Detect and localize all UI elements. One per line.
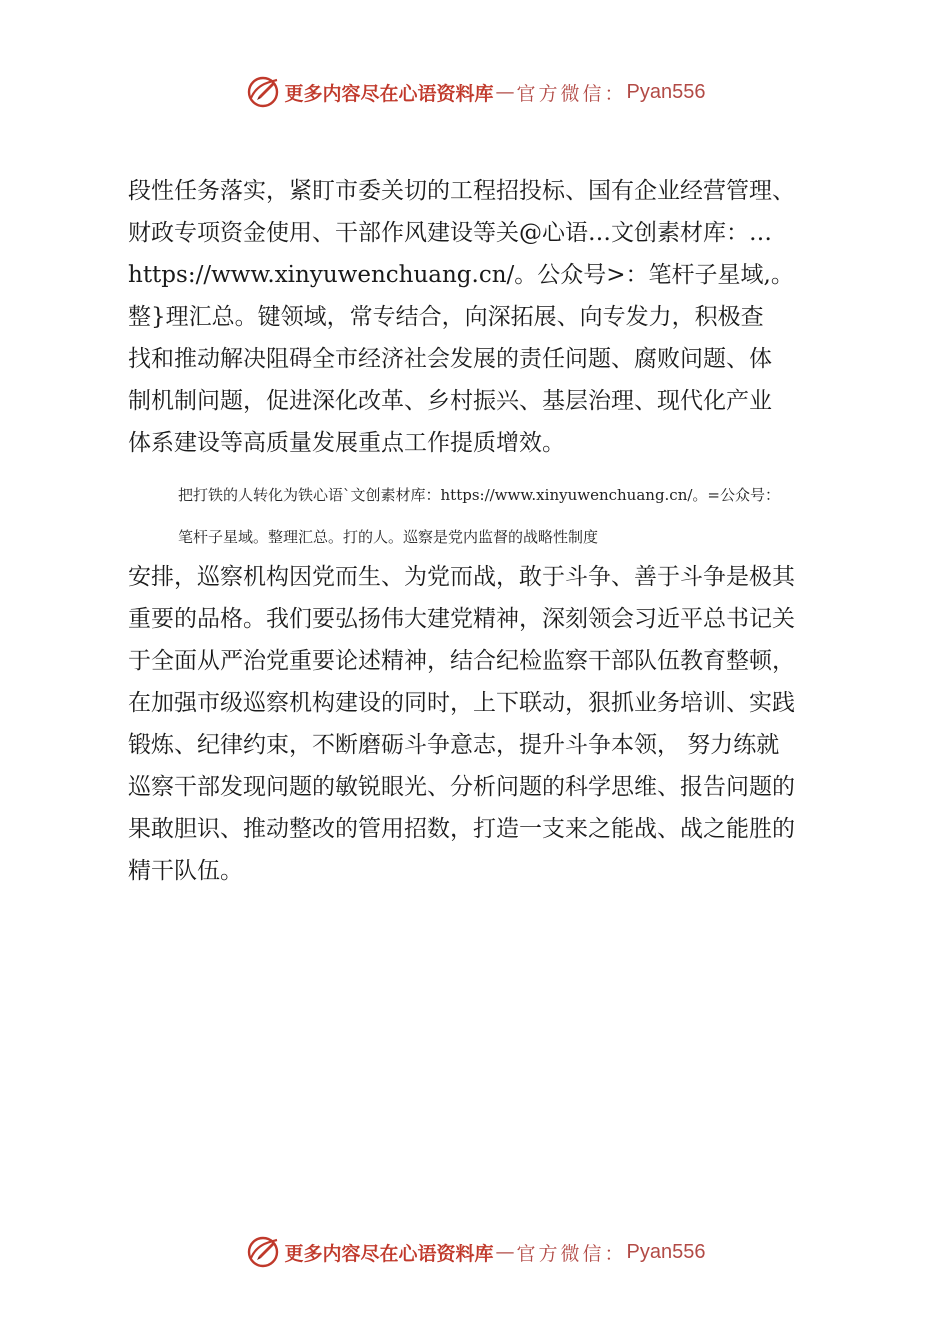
text-line: 果敢胆识、推动整改的管用招数，打造一支来之能战、战之能胜的 xyxy=(128,816,795,842)
pen-logo-icon xyxy=(245,1234,281,1270)
text-line: 段性任务落实，紧盯市委关切的工程招投标、国有企业经营管理、 xyxy=(128,178,795,204)
text-line: 整}理汇总。键领域，常专结合，向深拓展、向专发力，积极查 xyxy=(128,304,764,330)
text-line: 财政专项资金使用、干部作风建设等关@心语…文创素材库：… xyxy=(128,220,772,246)
wechat-label: 官方微信： xyxy=(516,82,627,105)
text-line: 在加强市级巡察机构建设的同时，上下联动，狠抓业务培训、实践 xyxy=(128,690,795,716)
text-line: 安排，巡察机构因党而生、为党而战，敢于斗争、善于斗争是极其 xyxy=(128,564,795,590)
paragraph-1 xyxy=(128,170,868,464)
text-line: 巡察干部发现问题的敏锐眼光、分析问题的科学思维、报告问题的 xyxy=(128,774,795,800)
text-line: 制机制问题，促进深化改革、乡村振兴、基层治理、现代化产业 xyxy=(128,388,772,414)
footer-banner xyxy=(0,1232,950,1272)
banner-dash: — xyxy=(495,1241,515,1263)
text-line: 锻炼、纪律约束，不断磨砺斗争意志，提升斗争本领， 努力练就 xyxy=(128,732,780,758)
wechat-label: 官方微信： xyxy=(516,1242,627,1265)
text-line: 精干队伍。 xyxy=(128,858,243,884)
pen-logo-icon xyxy=(245,74,281,110)
text-line xyxy=(128,254,868,296)
text-line: 找和推动解决阻碍全市经济社会发展的责任问题、腐败问题、体 xyxy=(128,346,772,372)
text-line: 体系建设等高质量发展重点工作提质增效。 xyxy=(128,430,565,456)
text-line: 于全面从严治党重要论述精神，结合纪检监察干部队伍教育整顿， xyxy=(128,648,795,674)
inserted-note xyxy=(178,474,878,558)
paragraph-2 xyxy=(128,556,868,892)
site-name: 更多内容尽在心语资料库 xyxy=(284,1242,494,1265)
note-line: 笔杆子星域。整理汇总。打的人。巡察是党内监督的战略性制度 xyxy=(178,528,599,546)
banner-dash: — xyxy=(495,81,515,103)
site-name: 更多内容尽在心语资料库 xyxy=(284,82,494,105)
wechat-id: Pyan556 xyxy=(626,80,706,103)
note-line: 把打铁的人转化为铁心语`文创素材库：https://www.xinyuwenchuang.cn/。=公众号： xyxy=(178,486,780,504)
text-line: 重要的品格。我们要弘扬伟大建党精神，深刻领会习近平总书记关 xyxy=(128,606,795,632)
header-banner xyxy=(0,72,950,112)
wechat-id: Pyan556 xyxy=(626,1240,706,1263)
url-line: https://www.xinyuwenchuang.cn/。公众号>：笔杆子星域,。 xyxy=(128,262,794,288)
